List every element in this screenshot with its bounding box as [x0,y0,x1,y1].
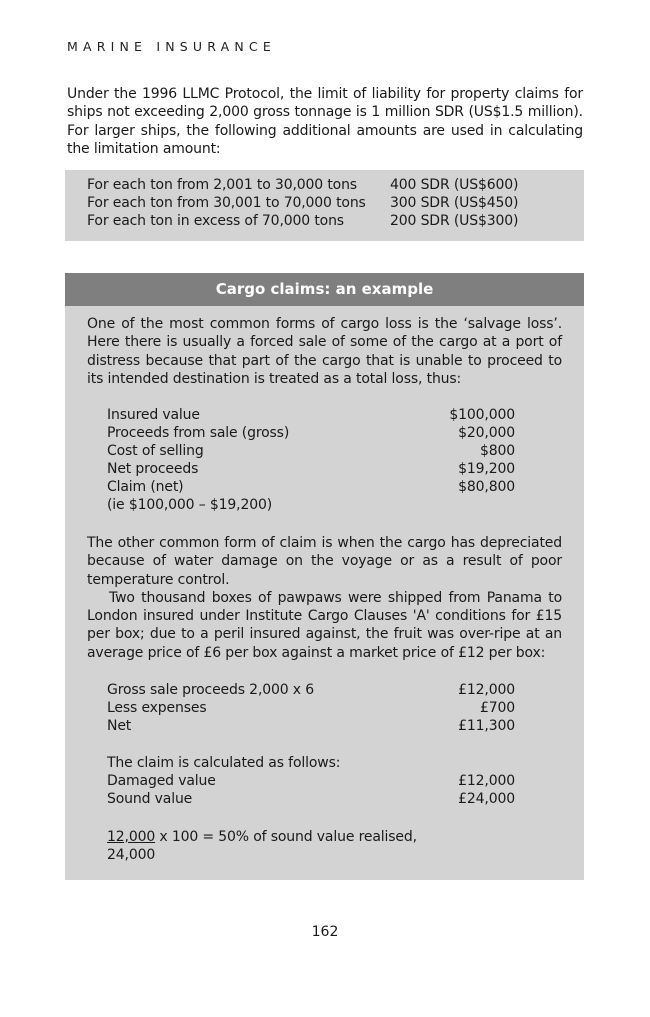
row-label: (ie $100,000 – $19,200) [107,497,273,513]
calc-row [107,790,515,808]
row-label: Insured value [107,407,200,423]
formula-numerator: 12,000 [107,829,156,845]
row-value: $80,800 [458,479,515,495]
limit-amount: 300 SDR (US$450) [390,195,519,211]
calc-row [107,772,515,790]
limit-label: For each ton from 30,001 to 70,000 tons [87,195,366,211]
salvage-row [107,424,515,442]
limit-row [87,176,519,194]
row-label: Less expenses [107,700,207,716]
liability-limits-table [65,170,584,241]
formula-denominator: 24,000 [107,847,156,863]
page-number: 162 [311,924,339,940]
row-value: £12,000 [458,682,515,698]
row-value: £11,300 [458,718,515,734]
salvage-row [107,442,515,460]
salvage-row [107,478,515,496]
running-header: MARINE INSURANCE [67,39,276,54]
limit-row [87,212,519,230]
row-label: Sound value [107,791,193,807]
row-label: Net proceeds [107,461,199,477]
calc-intro-text: The claim is calculated as follows: [107,755,341,771]
limit-label: For each ton in excess of 70,000 tons [87,213,344,229]
formula-denominator-line [107,846,515,864]
depreciation-paragraph [87,534,562,662]
formula-rest: x 100 = 50% of sound value realised, [155,829,417,845]
row-value: $20,000 [458,425,515,441]
limit-label: For each ton from 2,001 to 30,000 tons [87,177,357,193]
cargo-claims-example-box [65,273,584,880]
limit-amount: 200 SDR (US$300) [390,213,519,229]
formula-line [107,828,515,846]
box-title: Cargo claims: an example [65,273,584,306]
row-label: Net [107,718,132,734]
calc-intro [107,754,515,772]
row-value: $100,000 [449,407,515,423]
salvage-loss-paragraph: One of the most common forms of cargo loss is the ‘salvage loss’. Here there is usually a forced sale of some of the cargo at a port of distress because that part of the cargo that is unable to proceed to its intended destination is treated as a total loss, thus: [87,316,562,387]
salvage-row [107,496,515,514]
row-value: £24,000 [458,791,515,807]
formula-text [107,828,417,846]
row-label: Proceeds from sale (gross) [107,425,290,441]
limit-amount: 400 SDR (US$600) [390,177,519,193]
sale-row [107,699,515,717]
row-value: £700 [479,700,515,716]
row-label: Cost of selling [107,443,204,459]
salvage-row [107,460,515,478]
salvage-row [107,406,515,424]
pawpaw-example-text: Two thousand boxes of pawpaws were shipped from Panama to London insured under Institute Cargo Clauses 'A' conditions for £15 per box; due to a peril insured against, the fruit was over-ripe at an average price of £6 per box against a market price of £12 per box: [87,589,562,661]
row-label: Claim (net) [107,479,184,495]
intro-paragraph: Under the 1996 LLMC Protocol, the limit of liability for property claims for ships not exceeding 2,000 gross tonnage is 1 million SDR (US$1.5 million). For larger ships, the following additional amounts are used in calculating the limitation amount: [67,86,583,157]
sale-row [107,681,515,699]
limit-row [87,194,519,212]
row-label: Gross sale proceeds 2,000 x 6 [107,682,315,698]
depreciation-text: The other common form of claim is when the cargo has depreciated because of water damage on the voyage or as a result of poor temperature control. [87,535,562,588]
row-value: £12,000 [458,773,515,789]
row-label: Damaged value [107,773,216,789]
sale-row [107,717,515,735]
row-value: $800 [479,443,515,459]
row-value: $19,200 [458,461,515,477]
